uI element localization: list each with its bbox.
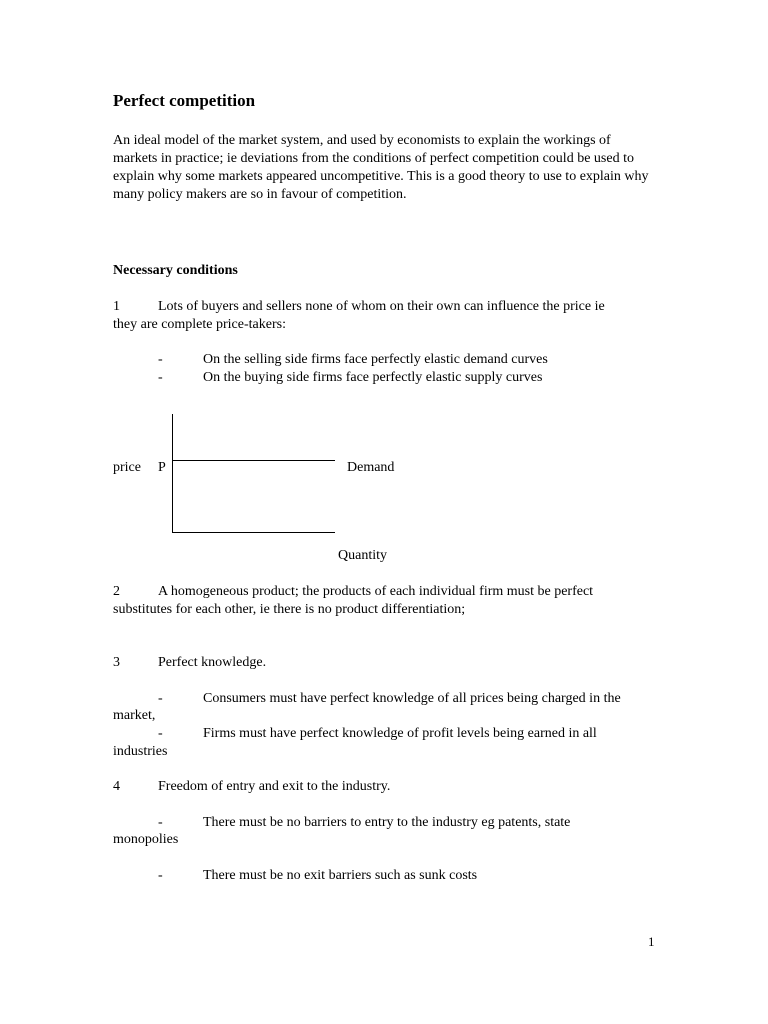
demand-curve-line xyxy=(172,460,335,461)
condition-4-heading: Freedom of entry and exit to the industry. xyxy=(158,779,391,794)
condition-1-bullet-2-dash: - xyxy=(158,370,163,385)
condition-1-bullet-2-text: On the buying side firms face perfectly elastic supply curves xyxy=(203,370,543,385)
diagram-p-label: P xyxy=(158,460,166,475)
diagram-y-axis xyxy=(172,414,173,533)
diagram-x-axis xyxy=(172,532,335,533)
section-heading: Necessary conditions xyxy=(113,263,238,278)
condition-1-number: 1 xyxy=(113,299,120,314)
page-number: 1 xyxy=(648,934,655,949)
condition-1-text-line1: Lots of buyers and sellers none of whom on their own can influence the price ie xyxy=(158,299,605,314)
condition-3-bullet-2-line2: industries xyxy=(113,744,168,759)
diagram-quantity-label: Quantity xyxy=(338,548,387,563)
condition-3-number: 3 xyxy=(113,655,120,670)
condition-3-bullet-2-line1: Firms must have perfect knowledge of profit levels being earned in all xyxy=(203,726,597,741)
condition-3-bullet-1-line1: Consumers must have perfect knowledge of all prices being charged in the xyxy=(203,691,621,706)
condition-3-bullet-1-line2: market, xyxy=(113,708,156,723)
condition-2-number: 2 xyxy=(113,584,120,599)
condition-4-bullet-2-line1: There must be no exit barriers such as sunk costs xyxy=(203,868,478,883)
intro-paragraph: An ideal model of the market system, and used by economists to explain the workings of markets in practice; ie deviations from the conditions of perfect competition could be used to explain why some markets appeared uncompetitive. This is a good theory to use to explain why many policy makers are so in favour of competition. xyxy=(113,133,649,202)
condition-3-bullet-1-dash: - xyxy=(158,691,163,706)
condition-4-bullet-2-dash: - xyxy=(158,868,163,883)
condition-4-bullet-1-line1: There must be no barriers to entry to the industry eg patents, state xyxy=(203,815,571,830)
condition-4-bullet-1-dash: - xyxy=(158,815,163,830)
diagram-price-label: price xyxy=(113,460,141,475)
condition-3-heading: Perfect knowledge. xyxy=(158,655,267,670)
condition-1-bullet-1-text: On the selling side firms face perfectly elastic demand curves xyxy=(203,352,548,367)
condition-3-bullet-2-dash: - xyxy=(158,726,163,741)
page-title: Perfect competition xyxy=(113,91,256,110)
condition-1-text-line2: they are complete price-takers: xyxy=(113,317,286,332)
diagram-demand-label: Demand xyxy=(347,460,395,475)
condition-2-text-line2: substitutes for each other, ie there is no product differentiation; xyxy=(113,602,466,617)
condition-1-bullet-1-dash: - xyxy=(158,352,163,367)
condition-4-number: 4 xyxy=(113,779,120,794)
condition-2-text-line1: A homogeneous product; the products of each individual firm must be perfect xyxy=(158,584,594,599)
condition-4-bullet-1-line2: monopolies xyxy=(113,832,179,847)
